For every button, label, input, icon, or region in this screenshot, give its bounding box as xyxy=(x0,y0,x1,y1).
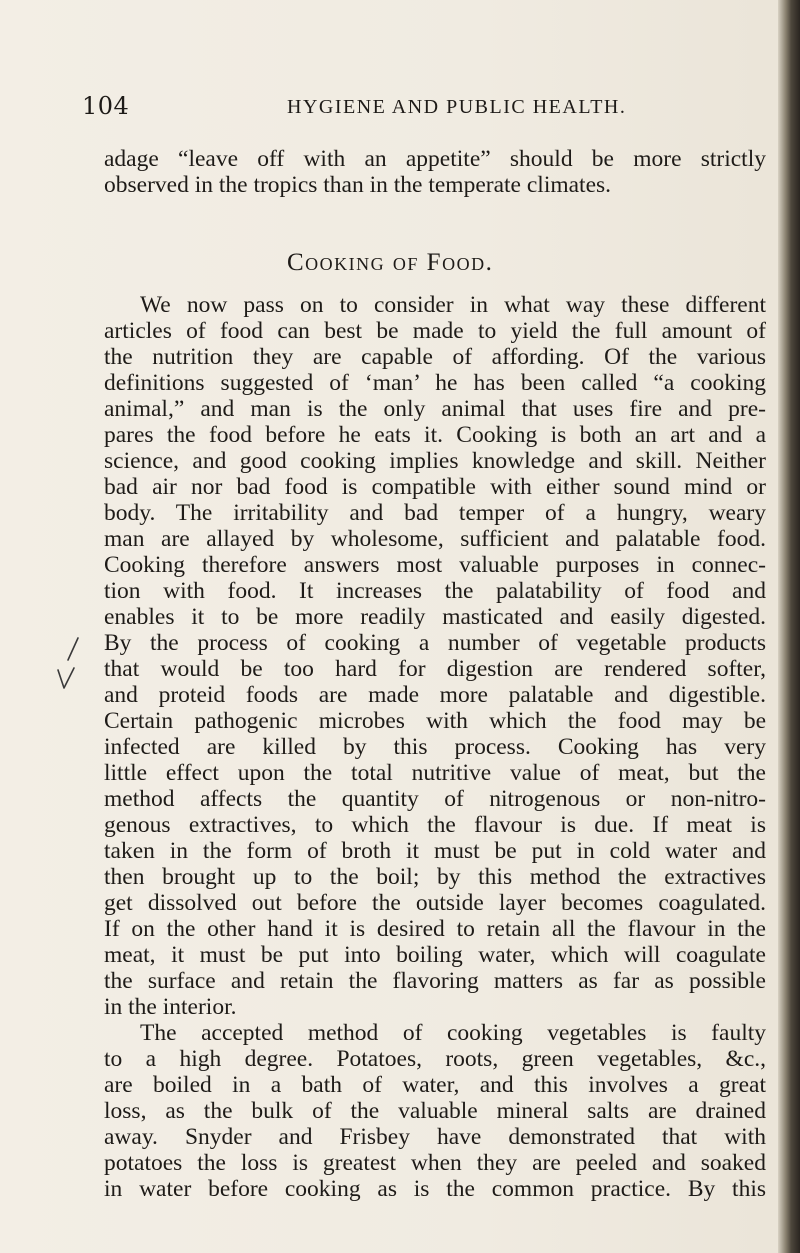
text-line: and proteid foods are made more palatable and digestible. xyxy=(104,682,766,708)
text-line: articles of food can best be made to yield the full amount of xyxy=(104,318,766,344)
text-line: If on the other hand it is desired to retain all the flavour in the xyxy=(104,916,766,942)
text-line: away. Snyder and Frisbey have demonstrated that with xyxy=(104,1124,766,1150)
page-binding-edge xyxy=(778,0,800,1253)
page-header xyxy=(82,92,772,122)
text-line: enables it to be more readily masticated and easily digested. xyxy=(104,604,766,630)
handwritten-margin-mark xyxy=(54,634,84,694)
text-line: adage “leave off with an appetite” should be more strictly xyxy=(104,146,766,172)
text-line: Certain pathogenic microbes with which the food may be xyxy=(104,708,766,734)
text-line: By the process of cooking a number of vegetable products xyxy=(104,630,766,656)
text-line: observed in the tropics than in the temperate climates. xyxy=(104,172,612,198)
text-line: potatoes the loss is greatest when they are peeled and soaked xyxy=(104,1150,766,1176)
text-line: man are allayed by wholesome, sufficient and palatable food. xyxy=(104,526,766,552)
text-line: the surface and retain the flavoring matters as far as possible xyxy=(104,968,766,994)
text-line: animal,” and man is the only animal that uses fire and pre- xyxy=(104,396,766,422)
text-line: body. The irritability and bad temper of a hungry, weary xyxy=(104,500,766,526)
text-line: tion with food. It increases the palatability of food and xyxy=(104,578,766,604)
text-line: meat, it must be put into boiling water, which will coagulate xyxy=(104,942,766,968)
text-line: the nutrition they are capable of affording. Of the various xyxy=(104,344,766,370)
text-line: in the interior. xyxy=(104,994,237,1020)
running-title: HYGIENE AND PUBLIC HEALTH. xyxy=(287,96,627,118)
text-line: to a high degree. Potatoes, roots, green vegetables, &c., xyxy=(104,1046,766,1072)
text-line: definitions suggested of ‘man’ he has been called “a cooking xyxy=(104,370,766,396)
text-line: Cooking therefore answers most valuable purposes in connec- xyxy=(104,552,766,578)
intro-text xyxy=(104,146,766,198)
text-line: little effect upon the total nutritive value of meat, but the xyxy=(104,760,766,786)
text-line: We now pass on to consider in what way these different xyxy=(140,292,766,318)
text-line: The accepted method of cooking vegetables is faulty xyxy=(140,1020,766,1046)
paragraph-2 xyxy=(104,1020,766,1202)
text-line: in water before cooking as is the common practice. By this xyxy=(104,1176,766,1202)
text-line: are boiled in a bath of water, and this involves a great xyxy=(104,1072,766,1098)
text-line: taken in the form of broth it must be put in cold water and xyxy=(104,838,766,864)
text-line: pares the food before he eats it. Cooking is both an art and a xyxy=(104,422,766,448)
text-line: get dissolved out before the outside layer becomes coagulated. xyxy=(104,890,766,916)
text-line: science, and good cooking implies knowledge and skill. Neither xyxy=(104,448,766,474)
text-line: method affects the quantity of nitrogenous or non-nitro- xyxy=(104,786,766,812)
text-line: genous extractives, to which the flavour is due. If meat is xyxy=(104,812,766,838)
page-number: 104 xyxy=(82,92,130,120)
text-line: bad air nor bad food is compatible with either sound mind or xyxy=(104,474,766,500)
paragraph-1 xyxy=(104,292,766,1020)
text-line: loss, as the bulk of the valuable mineral salts are drained xyxy=(104,1098,766,1124)
section-heading: Cooking of Food. xyxy=(287,249,494,276)
text-line: infected are killed by this process. Cooking has very xyxy=(104,734,766,760)
text-line: that would be too hard for digestion are rendered softer, xyxy=(104,656,766,682)
text-line: then brought up to the boil; by this method the extractives xyxy=(104,864,766,890)
